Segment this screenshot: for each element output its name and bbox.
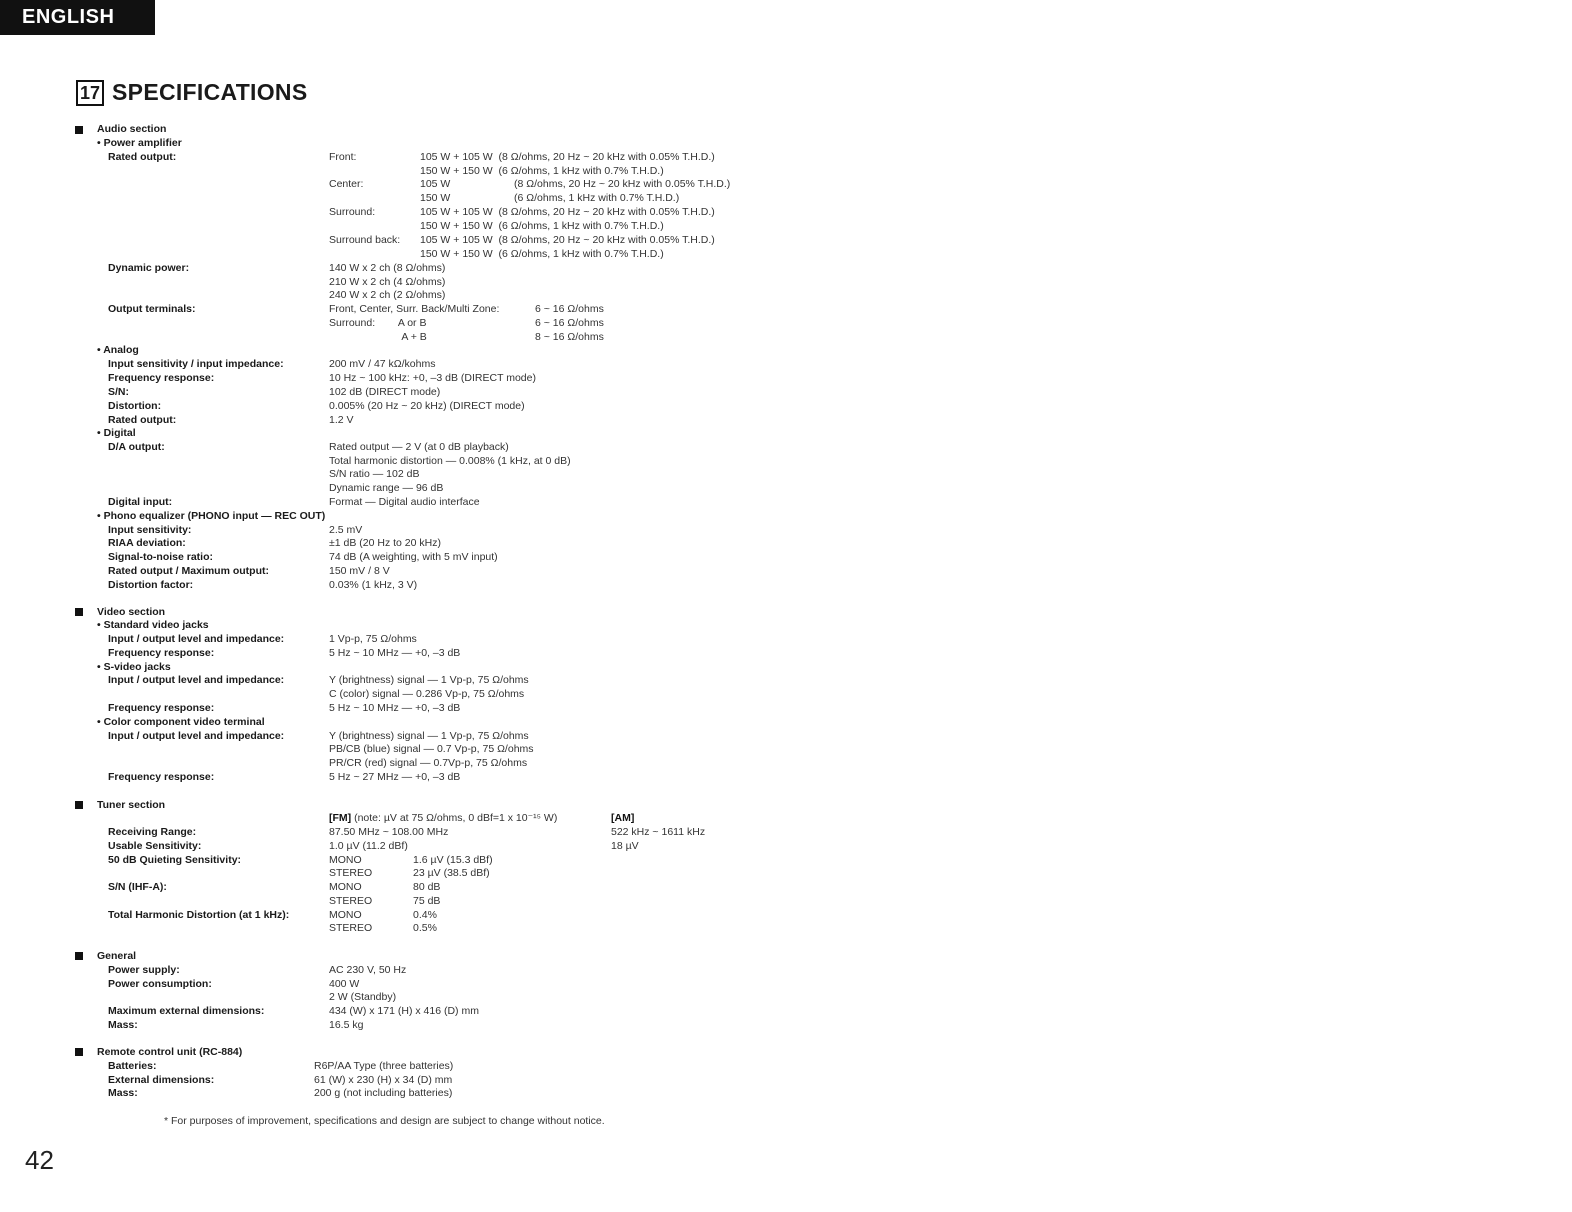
spec-label: Rated output: — [108, 414, 177, 426]
spec-value: 200 g (not including batteries) — [314, 1087, 453, 1099]
spec-value: Front: — [329, 151, 357, 163]
section-title-video: Video section — [97, 606, 166, 618]
spec-value: Surround: — [329, 206, 376, 218]
spec-value: 5 Hz ~ 10 MHz — +0, –3 dB — [329, 647, 461, 659]
spec-value: 105 W + 105 W (8 Ω/ohms, 20 Hz ~ 20 kHz with 0.05% T.H.D.) — [420, 234, 715, 246]
spec-value: 1 Vp-p, 75 Ω/ohms — [329, 633, 417, 645]
spec-value: AC 230 V, 50 Hz — [329, 964, 407, 976]
spec-value: MONO — [329, 909, 362, 921]
section-title-general: General — [97, 950, 137, 962]
subsection-power-amp: • Power amplifier — [97, 137, 182, 149]
spec-value: 75 dB — [413, 895, 441, 907]
spec-label: S/N (IHF-A): — [108, 881, 167, 893]
spec-value: 0.4% — [413, 909, 437, 921]
spec-value: MONO — [329, 854, 362, 866]
spec-value: 2.5 mV — [329, 524, 363, 536]
spec-value: 87.50 MHz ~ 108.00 MHz — [329, 826, 449, 838]
spec-value: Format — Digital audio interface — [329, 496, 480, 508]
spec-label: Input sensitivity: — [108, 524, 192, 536]
spec-value: 0.03% (1 kHz, 3 V) — [329, 579, 418, 591]
subsection-s-video: • S-video jacks — [97, 661, 171, 673]
spec-label: 50 dB Quieting Sensitivity: — [108, 854, 242, 866]
spec-label: S/N: — [108, 386, 129, 398]
spec-value: 18 µV — [611, 840, 639, 852]
spec-value: Surround: A or B — [329, 317, 427, 329]
spec-label: Frequency response: — [108, 372, 215, 384]
spec-value: 2 W (Standby) — [329, 991, 397, 1003]
section-bullet-icon — [75, 952, 83, 960]
spec-value: Surround back: — [329, 234, 401, 246]
spec-value: 102 dB (DIRECT mode) — [329, 386, 441, 398]
subsection-phono: • Phono equalizer (PHONO input — REC OUT) — [97, 510, 326, 522]
spec-label: Batteries: — [108, 1060, 157, 1072]
spec-value: C (color) signal — 0.286 Vp-p, 75 Ω/ohms — [329, 688, 525, 700]
spec-label: Power supply: — [108, 964, 180, 976]
section-bullet-icon — [75, 801, 83, 809]
spec-value: R6P/AA Type (three batteries) — [314, 1060, 454, 1072]
spec-value: 434 (W) x 171 (H) x 416 (D) mm — [329, 1005, 479, 1017]
spec-label: Dynamic power: — [108, 262, 190, 274]
spec-label: Distortion factor: — [108, 579, 194, 591]
language-tab: ENGLISH — [0, 0, 155, 35]
spec-label: External dimensions: — [108, 1074, 215, 1086]
spec-value: 23 µV (38.5 dBf) — [413, 867, 490, 879]
spec-value: STEREO — [329, 895, 373, 907]
spec-value: STEREO — [329, 922, 373, 934]
section-bullet-icon — [75, 1048, 83, 1056]
spec-label: Output terminals: — [108, 303, 196, 315]
spec-label: Frequency response: — [108, 702, 215, 714]
spec-value: 5 Hz ~ 10 MHz — +0, –3 dB — [329, 702, 461, 714]
spec-value: Front, Center, Surr. Back/Multi Zone: — [329, 303, 500, 315]
spec-value: 16.5 kg — [329, 1019, 364, 1031]
section-title-audio: Audio section — [97, 123, 167, 135]
spec-label: Signal-to-noise ratio: — [108, 551, 213, 563]
section-number: 17 — [76, 80, 104, 106]
spec-label: Maximum external dimensions: — [108, 1005, 265, 1017]
fm-heading: [FM] — [329, 812, 352, 824]
spec-value: 8 ~ 16 Ω/ohms — [535, 331, 604, 343]
spec-value: S/N ratio — 102 dB — [329, 468, 420, 480]
spec-value: 10 Hz ~ 100 kHz: +0, –3 dB (DIRECT mode) — [329, 372, 536, 384]
spec-value: STEREO — [329, 867, 373, 879]
spec-value: 80 dB — [413, 881, 441, 893]
spec-value: Y (brightness) signal — 1 Vp-p, 75 Ω/ohms — [329, 674, 529, 686]
spec-value: 150 mV / 8 V — [329, 565, 390, 577]
spec-label: Mass: — [108, 1087, 138, 1099]
spec-value: (6 Ω/ohms, 1 kHz with 0.7% T.H.D.) — [514, 192, 680, 204]
spec-value: 0.005% (20 Hz ~ 20 kHz) (DIRECT mode) — [329, 400, 525, 412]
section-title-remote: Remote control unit (RC-884) — [97, 1046, 243, 1058]
spec-value: 240 W x 2 ch (2 Ω/ohms) — [329, 289, 446, 301]
spec-label: Receiving Range: — [108, 826, 197, 838]
spec-value: 200 mV / 47 kΩ/kohms — [329, 358, 436, 370]
spec-value: MONO — [329, 881, 362, 893]
spec-value: 150 W — [420, 192, 451, 204]
spec-value: 522 kHz ~ 1611 kHz — [611, 826, 706, 838]
footnote: * For purposes of improvement, specifications and design are subject to change without notice. — [164, 1115, 605, 1127]
spec-label: Input / output level and impedance: — [108, 674, 285, 686]
spec-value: 150 W + 150 W (6 Ω/ohms, 1 kHz with 0.7% T.H.D.) — [420, 220, 664, 232]
spec-value: 105 W — [420, 178, 451, 190]
spec-value: 61 (W) x 230 (H) x 34 (D) mm — [314, 1074, 453, 1086]
spec-value: Center: — [329, 178, 364, 190]
subsection-component-video: • Color component video terminal — [97, 716, 265, 728]
spec-label: Power consumption: — [108, 978, 212, 990]
spec-value: 210 W x 2 ch (4 Ω/ohms) — [329, 276, 446, 288]
spec-label: Input sensitivity / input impedance: — [108, 358, 284, 370]
spec-value: (8 Ω/ohms, 20 Hz ~ 20 kHz with 0.05% T.H.D.) — [514, 178, 731, 190]
subsection-digital: • Digital — [97, 427, 136, 439]
spec-value: 1.0 µV (11.2 dBf) — [329, 840, 408, 852]
spec-label: D/A output: — [108, 441, 165, 453]
section-bullet-icon — [75, 126, 83, 134]
spec-label: Rated output / Maximum output: — [108, 565, 269, 577]
spec-value: Y (brightness) signal — 1 Vp-p, 75 Ω/ohms — [329, 730, 529, 742]
spec-label: RIAA deviation: — [108, 537, 186, 549]
page-heading — [76, 79, 308, 106]
spec-label: Frequency response: — [108, 771, 215, 783]
page-title: SPECIFICATIONS — [112, 79, 308, 105]
spec-value: PB/CB (blue) signal — 0.7 Vp-p, 75 Ω/ohms — [329, 743, 534, 755]
section-bullet-icon — [75, 608, 83, 616]
fm-note: (note: µV at 75 Ω/ohms, 0 dBf=1 x 10⁻¹⁵ W) — [354, 812, 558, 824]
spec-value: 0.5% — [413, 922, 437, 934]
spec-label: Distortion: — [108, 400, 162, 412]
spec-value: Dynamic range — 96 dB — [329, 482, 444, 494]
spec-label: Input / output level and impedance: — [108, 633, 285, 645]
spec-value: 150 W + 150 W (6 Ω/ohms, 1 kHz with 0.7% T.H.D.) — [420, 248, 664, 260]
spec-value: 74 dB (A weighting, with 5 mV input) — [329, 551, 498, 563]
spec-value: 6 ~ 16 Ω/ohms — [535, 317, 604, 329]
spec-label: Digital input: — [108, 496, 173, 508]
spec-value: Rated output — 2 V (at 0 dB playback) — [329, 441, 509, 453]
spec-value: 1.6 µV (15.3 dBf) — [413, 854, 493, 866]
spec-value: ±1 dB (20 Hz to 20 kHz) — [329, 537, 441, 549]
spec-label: Rated output: — [108, 151, 177, 163]
spec-label: Total Harmonic Distortion (at 1 kHz): — [108, 909, 290, 921]
spec-value: 140 W x 2 ch (8 Ω/ohms) — [329, 262, 446, 274]
spec-label: Input / output level and impedance: — [108, 730, 285, 742]
spec-value: A + B — [329, 331, 427, 343]
spec-value: 5 Hz ~ 27 MHz — +0, –3 dB — [329, 771, 461, 783]
section-title-tuner: Tuner section — [97, 799, 166, 811]
subsection-standard-video: • Standard video jacks — [97, 619, 209, 631]
spec-value: 400 W — [329, 978, 360, 990]
spec-label: Frequency response: — [108, 647, 215, 659]
spec-value: 1.2 V — [329, 414, 354, 426]
spec-label: Usable Sensitivity: — [108, 840, 202, 852]
page-number: 42 — [25, 1145, 54, 1175]
spec-label: Mass: — [108, 1019, 138, 1031]
spec-value: 105 W + 105 W (8 Ω/ohms, 20 Hz ~ 20 kHz with 0.05% T.H.D.) — [420, 206, 715, 218]
am-heading: [AM] — [611, 812, 635, 824]
spec-value: Total harmonic distortion — 0.008% (1 kHz, at 0 dB) — [329, 455, 571, 467]
spec-value: 150 W + 150 W (6 Ω/ohms, 1 kHz with 0.7% T.H.D.) — [420, 165, 664, 177]
subsection-analog: • Analog — [97, 344, 139, 356]
spec-value: PR/CR (red) signal — 0.7Vp-p, 75 Ω/ohms — [329, 757, 528, 769]
spec-value: 105 W + 105 W (8 Ω/ohms, 20 Hz ~ 20 kHz with 0.05% T.H.D.) — [420, 151, 715, 163]
spec-value: 6 ~ 16 Ω/ohms — [535, 303, 604, 315]
